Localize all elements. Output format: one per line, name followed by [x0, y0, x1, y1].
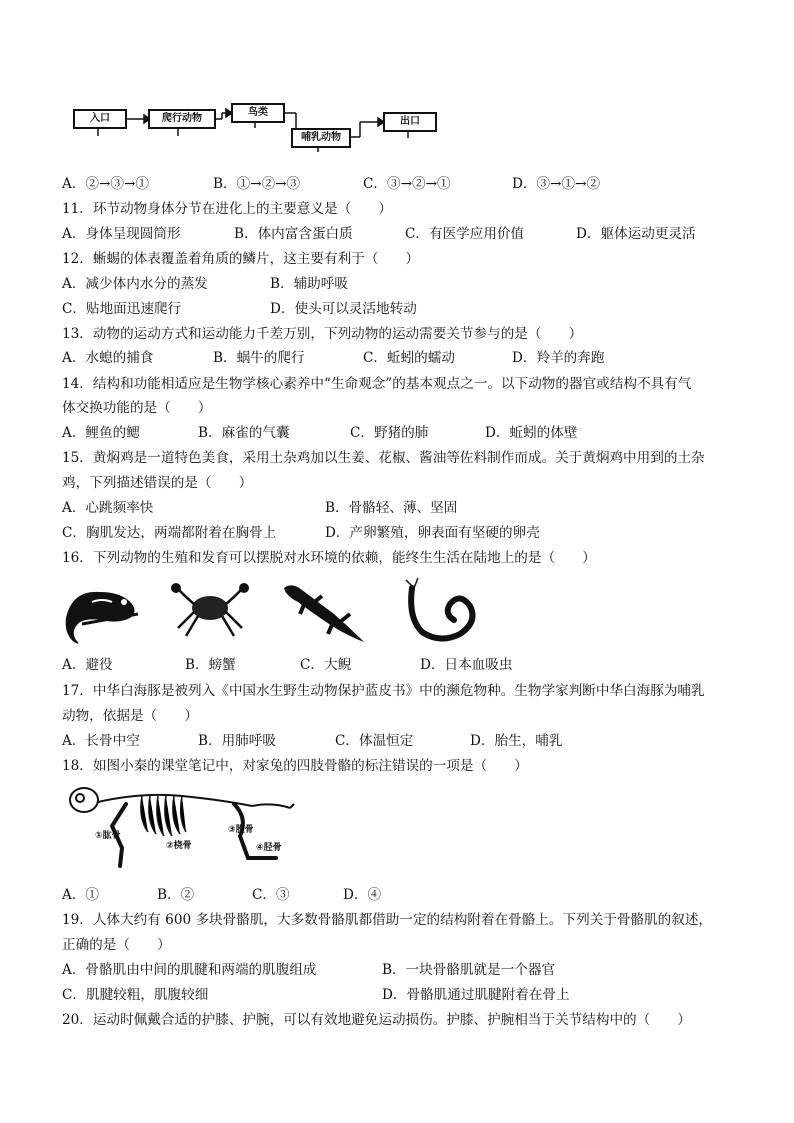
maze-box-mammals: 哺乳动物: [291, 128, 351, 148]
q17-option-c[interactable]: C．体温恒定: [335, 733, 414, 749]
q14-stem-line1: 14．结构和功能相适应是生物学核心素养中“生命观念”的基本观点之一。以下动物的器官或结构不具有气: [62, 376, 692, 392]
q10-option-c[interactable]: C．③→②→①: [363, 176, 451, 192]
q18-option-a[interactable]: A．①: [62, 887, 100, 903]
maze-box-reptiles: 爬行动物: [148, 109, 216, 129]
giant-salamander-picture: [278, 578, 368, 648]
q15-option-d[interactable]: D．产卵繁殖，卵表面有坚硬的卵壳: [325, 525, 540, 541]
q15-stem-line1: 15．黄焖鸡是一道特色美食，采用土杂鸡加以生姜、花椒、酱油等佐料制作而成。关于黄焖鸡中用到的土杂: [62, 450, 705, 466]
q14-option-c[interactable]: C．野猪的肺: [350, 425, 429, 441]
q16-option-b[interactable]: B．螃蟹: [185, 657, 236, 673]
q10-option-d[interactable]: D．③→①→②: [512, 176, 601, 192]
q11-option-d[interactable]: D．躯体运动更灵活: [576, 226, 696, 242]
q12-stem: 12．蜥蜴的体表覆盖着角质的鳞片，这主要有利于（ ）: [62, 251, 420, 267]
q19-stem-line2: 正确的是（ ）: [62, 937, 171, 953]
maze-connectors: [0, 0, 794, 200]
q13-option-c[interactable]: C．蚯蚓的蠕动: [363, 350, 455, 366]
q12-option-a[interactable]: A．减少体内水分的蒸发: [62, 276, 208, 292]
q12-option-b[interactable]: B．辅助呼吸: [270, 276, 348, 292]
q13-option-d[interactable]: D．羚羊的奔跑: [512, 350, 605, 366]
q11-option-b[interactable]: B．体内富含蛋白质: [234, 226, 353, 242]
q13-stem: 13．动物的运动方式和运动能力千差万别，下列动物的运动需要关节参与的是（ ）: [62, 326, 583, 342]
q18-option-c[interactable]: C．③: [252, 887, 290, 903]
q18-stem: 18．如图小秦的课堂笔记中，对家兔的四肢骨骼的标注错误的一项是（ ）: [62, 758, 528, 774]
q10-option-b[interactable]: B．①→②→③: [213, 176, 301, 192]
q16-option-d[interactable]: D．日本血吸虫: [420, 657, 513, 673]
crab-picture: [170, 582, 250, 642]
q12-option-c[interactable]: C．贴地面迅速爬行: [62, 301, 182, 317]
q20-stem: 20．运动时佩戴合适的护膝、护腕，可以有效地避免运动损伤。护膝、护腕相当于关节结构中的（ ）: [62, 1012, 692, 1028]
q14-option-d[interactable]: D．蚯蚓的体壁: [485, 425, 578, 441]
q19-option-d[interactable]: D．骨骼肌通过肌腱附着在骨上: [382, 987, 570, 1003]
rabbit-label-4: ④胫骨: [256, 843, 282, 853]
q19-option-c[interactable]: C．肌腱较粗，肌腹较细: [62, 987, 209, 1003]
q14-option-a[interactable]: A．鲤鱼的鳃: [62, 425, 140, 441]
q17-stem-line2: 动物，依据是（ ）: [62, 708, 198, 724]
q13-option-b[interactable]: B．蜗牛的爬行: [213, 350, 305, 366]
q17-option-a[interactable]: A．长骨中空: [62, 733, 140, 749]
chameleon-picture: [62, 578, 142, 648]
q19-option-b[interactable]: B．一块骨骼肌就是一个器官: [382, 962, 556, 978]
q11-option-c[interactable]: C．有医学应用价值: [405, 226, 525, 242]
maze-box-exit: 出口: [383, 112, 437, 132]
q14-stem-line2: 体交换功能的是（ ）: [62, 400, 212, 416]
q16-stem: 16．下列动物的生殖和发育可以摆脱对水环境的依赖，能终生生活在陆地上的是（ ）: [62, 550, 596, 566]
maze-box-birds: 鸟类: [231, 103, 285, 123]
q17-option-b[interactable]: B．用肺呼吸: [198, 733, 276, 749]
q17-option-d[interactable]: D．胎生，哺乳: [470, 733, 563, 749]
q14-option-b[interactable]: B．麻雀的气囊: [198, 425, 290, 441]
q19-stem-line1: 19．人体大约有 600 多块骨骼肌，大多数骨骼肌都借助一定的结构附着在骨骼上。下列关于骨骼肌的叙述，: [62, 912, 713, 928]
rabbit-label-2: ②桡骨: [166, 841, 192, 851]
q15-option-b[interactable]: B．骨骼轻、薄、坚固: [325, 500, 458, 516]
rabbit-label-3: ③股骨: [228, 825, 254, 835]
rabbit-label-1: ①肱骨: [95, 831, 121, 841]
q18-option-b[interactable]: B．②: [157, 887, 195, 903]
q12-option-d[interactable]: D．使头可以灵活地转动: [270, 301, 417, 317]
q15-stem-line2: 鸡，下列描述错误的是（ ）: [62, 475, 253, 491]
q15-option-a[interactable]: A．心跳频率快: [62, 500, 154, 516]
schistosoma-picture: [400, 578, 490, 648]
q10-option-a[interactable]: A．②→③→①: [62, 176, 149, 192]
q11-option-a[interactable]: A．身体呈现圆筒形: [62, 226, 181, 242]
q16-option-a[interactable]: A．避役: [62, 657, 113, 673]
q16-option-c[interactable]: C．大鲵: [300, 657, 352, 673]
q13-option-a[interactable]: A．水螅的捕食: [62, 350, 154, 366]
q19-option-a[interactable]: A．骨骼肌由中间的肌腱和两端的肌腹组成: [62, 962, 317, 978]
q15-option-c[interactable]: C．胸肌发达，两端都附着在胸骨上: [62, 525, 277, 541]
maze-box-entrance: 入口: [73, 109, 127, 129]
q11-stem: 11．环节动物身体分节在进化上的主要意义是（ ）: [62, 201, 392, 217]
q18-option-d[interactable]: D．④: [343, 887, 382, 903]
q17-stem-line1: 17．中华白海豚是被列入《中国水生野生动物保护蓝皮书》中的濒危物种。生物学家判断中华白海豚为哺乳: [62, 683, 705, 699]
